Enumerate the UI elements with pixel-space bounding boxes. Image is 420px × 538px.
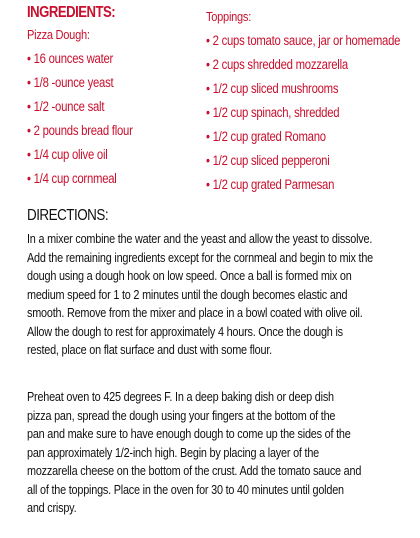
paragraph-line: In a mixer combine the water and the yeast and allow the yeast to dissolve. <box>27 231 373 246</box>
paragraph-line: all of the toppings. Place in the oven for 30 to 40 minutes until golden <box>27 481 344 497</box>
list-item: • 1/2 cup sliced mushrooms <box>206 81 339 96</box>
list-item: • 1/2 cup grated Parmesan <box>206 177 335 192</box>
paragraph-line: smooth. Remove from the mixer and place in a bowl coated with olive oil. <box>27 305 363 320</box>
list-item: • 1/2 cup sliced pepperoni <box>206 153 330 168</box>
ingredients-heading: INGREDIENTS: <box>27 4 116 21</box>
paragraph-line: dough using a dough hook on low speed. Once a ball is formed mix on <box>27 268 352 283</box>
list-item: • 1/2 -ounce salt <box>27 99 105 114</box>
paragraph-line: and crispy. <box>27 500 77 515</box>
list-item: • 16 ounces water <box>27 51 114 66</box>
directions-paragraph-1 <box>27 231 420 361</box>
list-item: • 2 cups tomato sauce, jar or homemade <box>206 33 401 48</box>
list-item: • 1/4 cup cornmeal <box>27 171 117 186</box>
paragraph-line: Add the remaining ingredients except for the cornmeal and begin to mix the <box>27 249 374 265</box>
paragraph-line: Preheat oven to 425 degrees F. In a deep baking dish or deep dish <box>27 389 334 404</box>
pizza-dough-heading: Pizza Dough: <box>27 27 90 42</box>
paragraph-line: medium speed for 1 to 2 minutes until the dough becomes elastic and <box>27 286 348 302</box>
list-item: • 2 pounds bread flour <box>27 123 133 138</box>
directions-paragraph-2 <box>27 389 420 519</box>
paragraph-line: pan and make sure to have enough dough to come up the sides of the <box>27 426 351 441</box>
list-item: • 1/2 cup grated Romano <box>206 129 326 144</box>
paragraph-line: rested, place on flat surface and dust with some flour. <box>27 342 272 357</box>
toppings-heading: Toppings: <box>206 9 252 24</box>
directions-heading: DIRECTIONS: <box>27 207 109 224</box>
list-item: • 1/4 cup olive oil <box>27 147 108 162</box>
paragraph-line: pan approximately 1/2-inch high. Begin by placing a layer of the <box>27 444 319 460</box>
list-item: • 2 cups shredded mozzarella <box>206 57 348 72</box>
list-item: • 1/2 cup spinach, shredded <box>206 105 340 120</box>
list-item: • 1/8 -ounce yeast <box>27 75 114 90</box>
paragraph-line: pizza pan, spread the dough using your fingers at the bottom of the <box>27 407 336 423</box>
paragraph-line: Allow the dough to rest for approximately 4 hours. Once the dough is <box>27 323 343 339</box>
paragraph-line: mozzarella cheese on the bottom of the crust. Add the tomato sauce and <box>27 463 362 478</box>
